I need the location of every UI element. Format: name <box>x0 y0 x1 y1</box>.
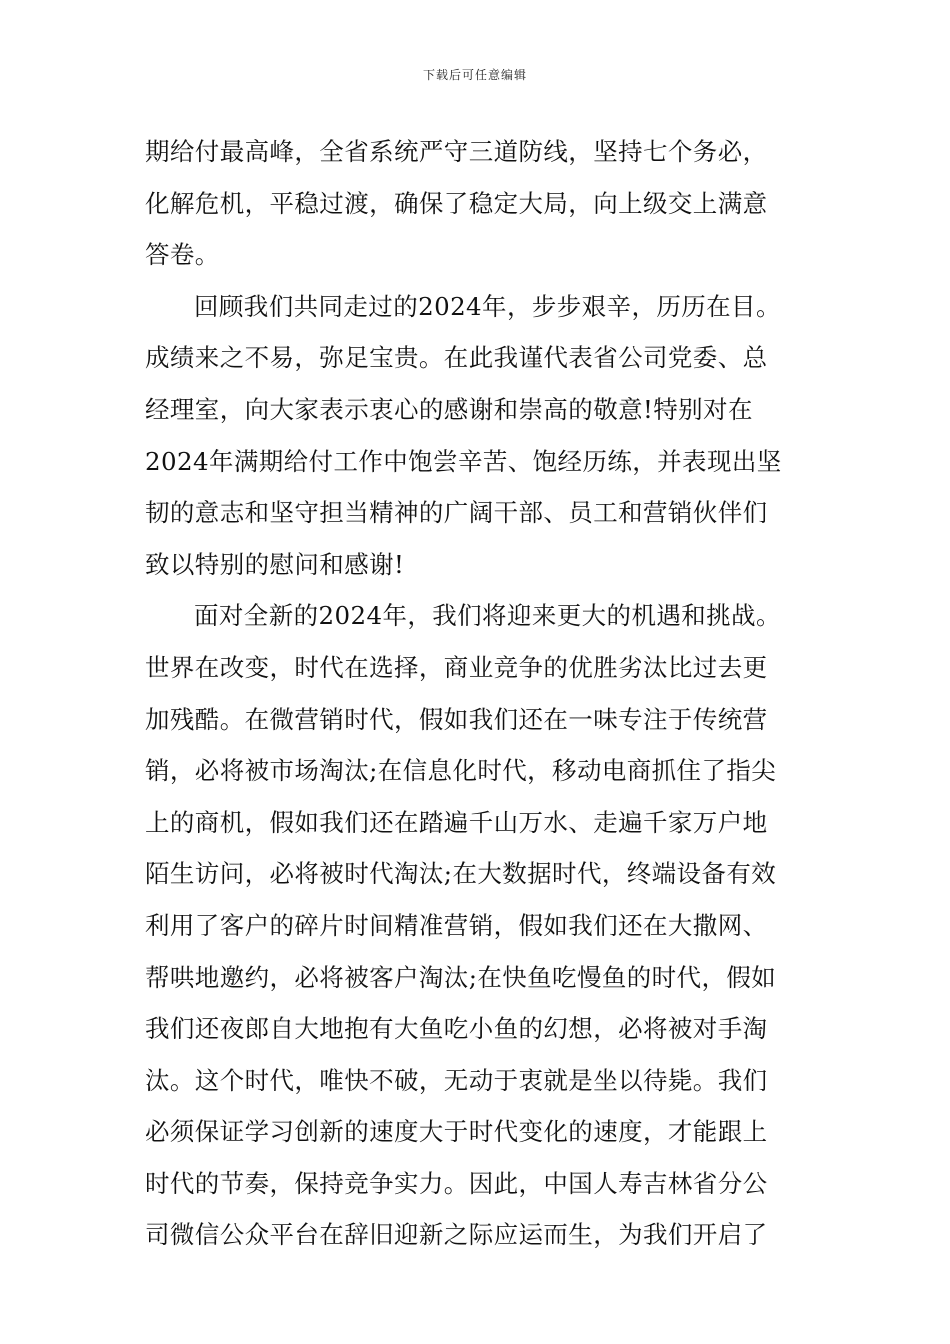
text-line: 必须保证学习创新的速度大于时代变化的速度，才能跟上 <box>145 1117 768 1147</box>
text-line: 世界在改变，时代在选择，商业竞争的优胜劣汰比过去更 <box>145 652 768 682</box>
text-line: 致以特别的慰问和感谢! <box>145 549 405 579</box>
body-text <box>145 126 815 1261</box>
paragraph-start-line: 回顾我们共同走过的2024年，步步艰辛，历历在目。 <box>194 291 781 321</box>
paragraph-start-line: 面对全新的2024年，我们将迎来更大的机遇和挑战。 <box>194 601 781 631</box>
text-line: 韧的意志和坚守担当精神的广阔干部、员工和营销伙伴们 <box>145 498 768 528</box>
text-line: 汰。这个时代，唯快不破，无动于衷就是坐以待毙。我们 <box>145 1065 768 1095</box>
text-line: 销，必将被市场淘汰;在信息化时代，移动电商抓住了指尖 <box>145 756 777 786</box>
text-line: 帮哄地邀约，必将被客户淘汰;在快鱼吃慢鱼的时代，假如 <box>145 962 777 992</box>
text-line: 我们还夜郎自大地抱有大鱼吃小鱼的幻想，必将被对手淘 <box>145 1014 768 1044</box>
text-line: 陌生访问，必将被时代淘汰;在大数据时代，终端设备有效 <box>145 859 777 889</box>
text-line: 期给付最高峰，全省系统严守三道防线，坚持七个务必， <box>145 137 768 166</box>
text-line: 成绩来之不易，弥足宝贵。在此我谨代表省公司党委、总 <box>145 343 768 373</box>
text-line: 加残酷。在微营销时代，假如我们还在一味专注于传统营 <box>145 704 768 734</box>
text-line: 利用了客户的碎片时间精准营销，假如我们还在大撒网、 <box>145 910 768 940</box>
text-line: 时代的节奏，保持竞争实力。因此，中国人寿吉林省分公 <box>145 1168 768 1198</box>
text-line: 答卷。 <box>145 240 220 270</box>
text-line: 化解危机，平稳过渡，确保了稳定大局，向上级交上满意 <box>145 188 768 218</box>
text-line: 2024年满期给付工作中饱尝辛苦、饱经历练，并表现出坚 <box>145 446 782 476</box>
header-note: 下载后可任意编辑 <box>422 68 527 82</box>
text-line: 司微信公众平台在辞旧迎新之际应运而生，为我们开启了 <box>145 1220 768 1250</box>
text-line: 经理室，向大家表示衷心的感谢和崇高的敬意!特别对在 <box>145 394 753 424</box>
text-line: 上的商机，假如我们还在踏遍千山万水、走遍千家万户地 <box>145 807 768 837</box>
